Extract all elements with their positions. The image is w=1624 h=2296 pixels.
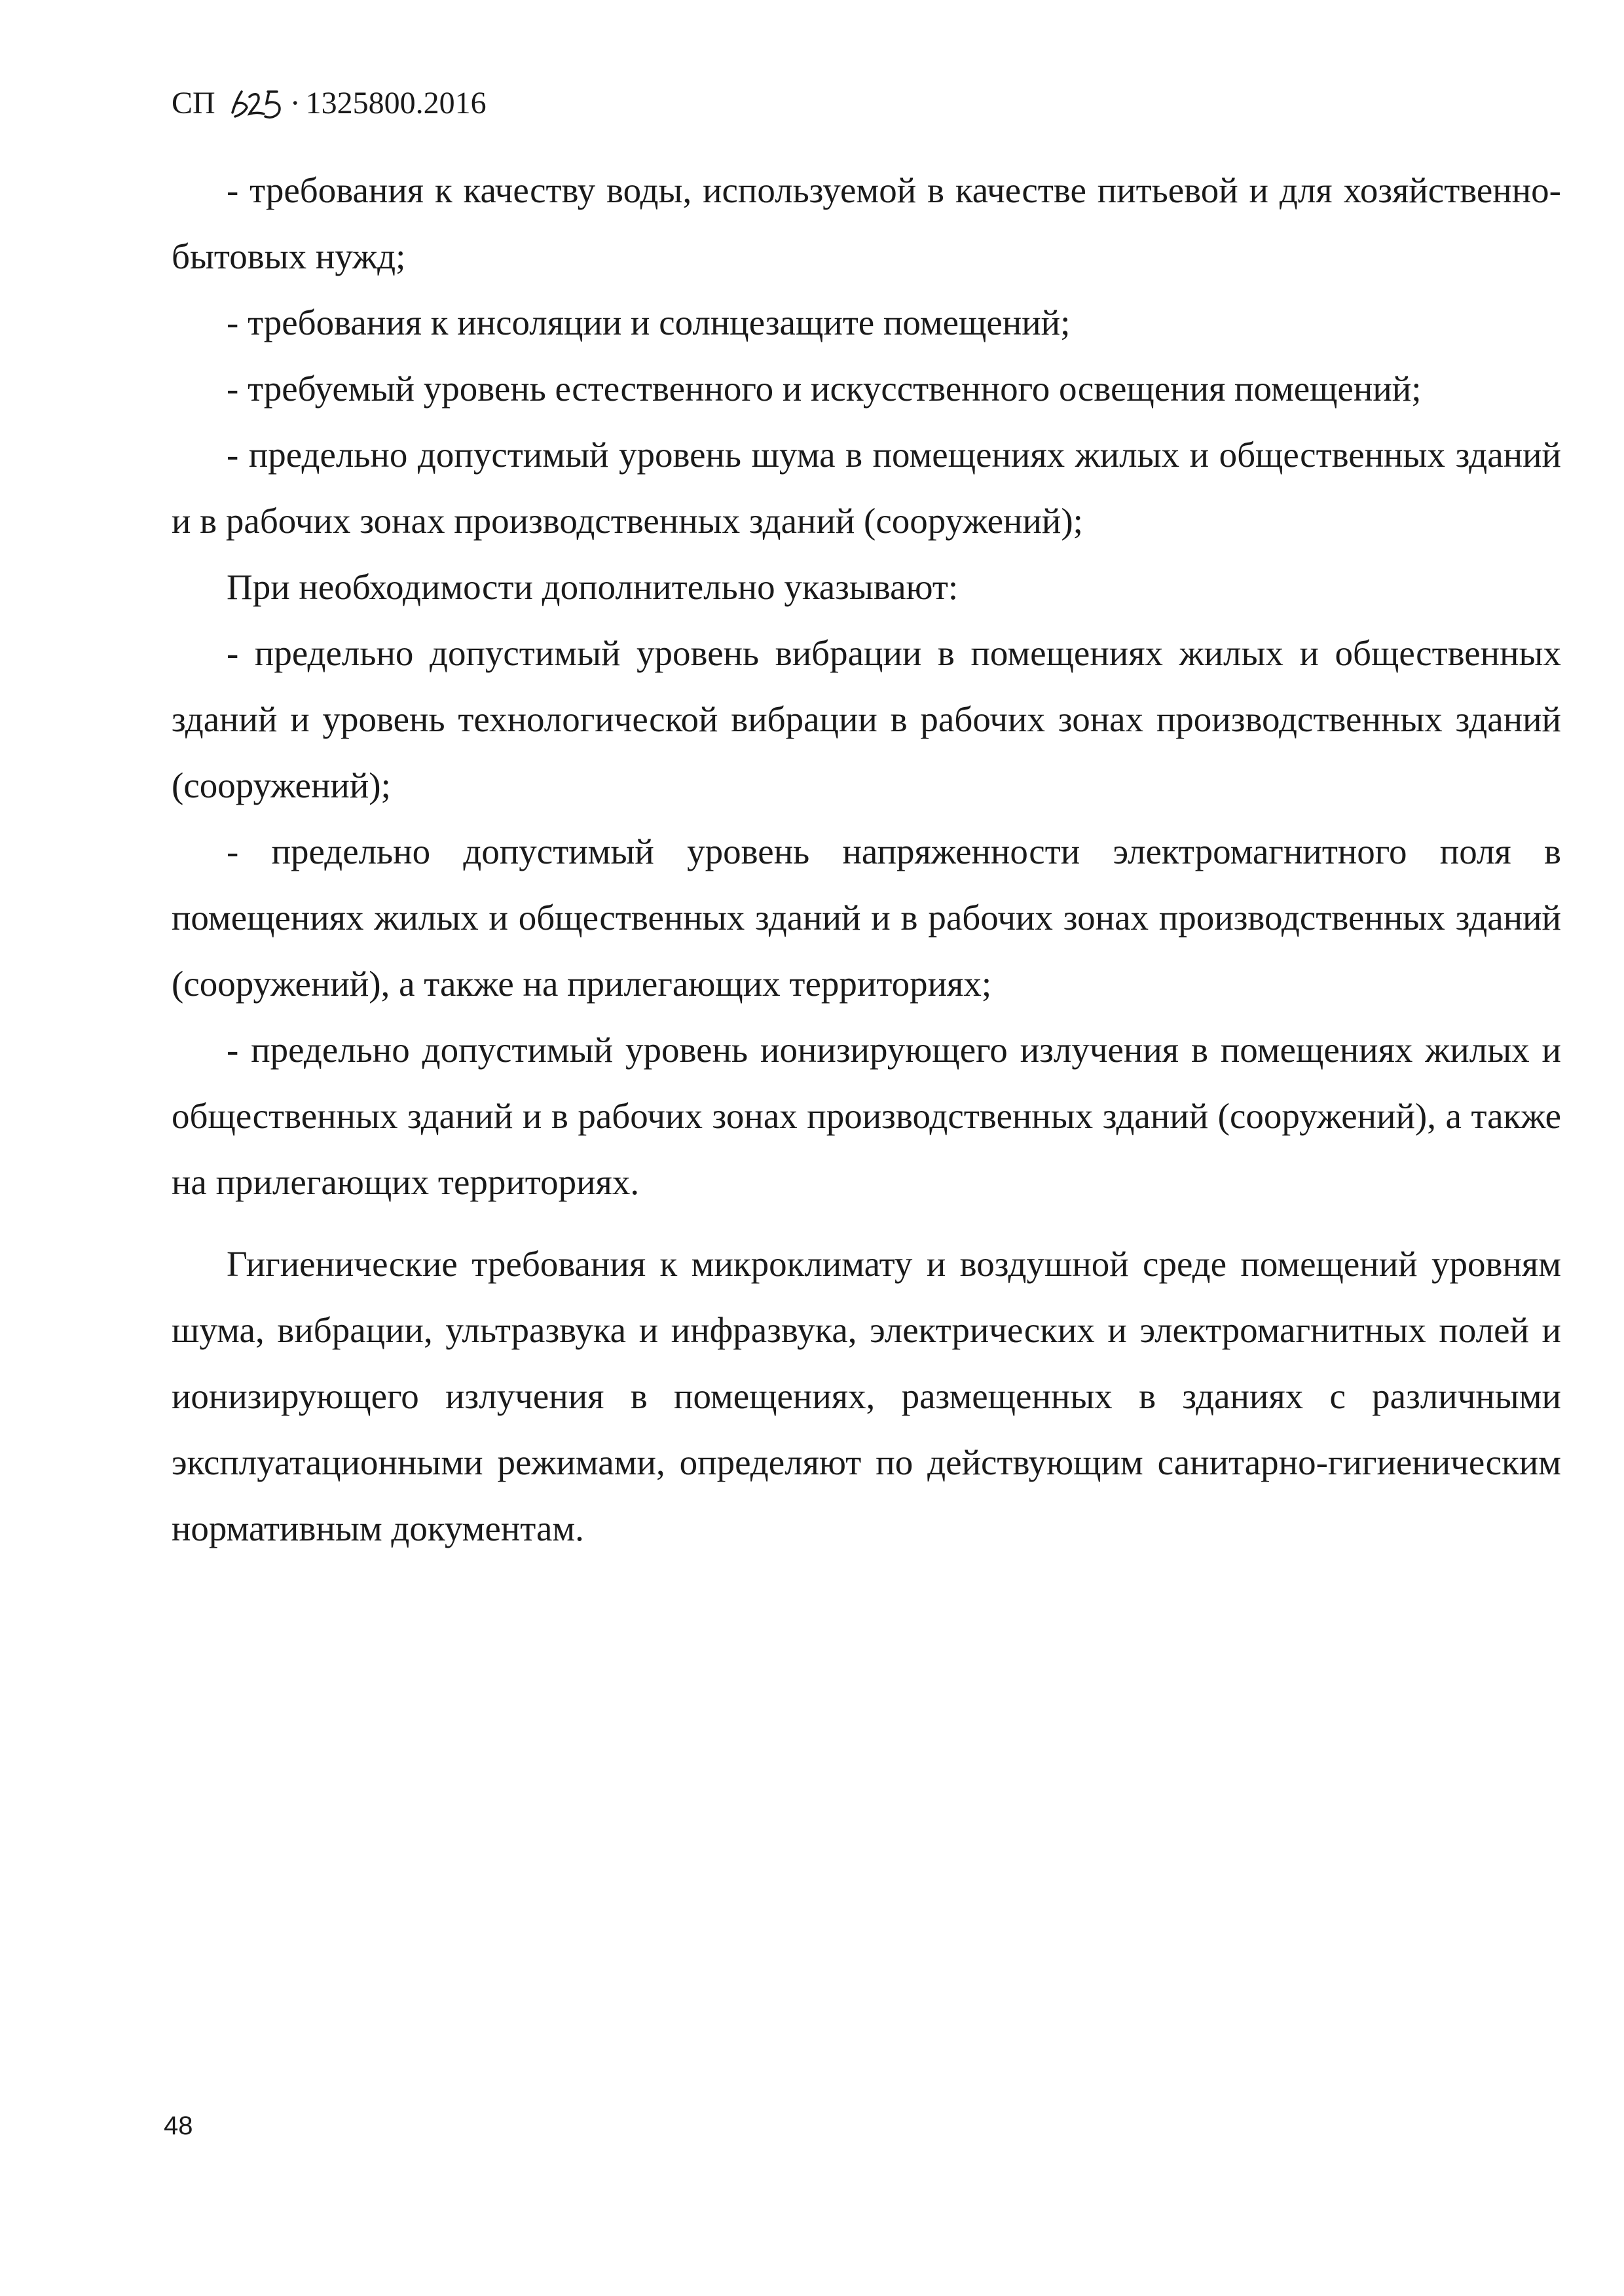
header-separator: ·: [289, 86, 301, 120]
paragraph-ionizing: - предельно допустимый уровень ионизирующего излучения в помещениях жилых и общественных зданий и в рабочих зонах производственных зданий (сооружений), а также на прилегающих территориях.: [172, 1030, 1561, 1202]
paragraph-vibration: - предельно допустимый уровень вибрации в помещениях жилых и общественных зданий и уровень технологической вибрации в рабочих зонах производственных зданий (сооружений);: [172, 633, 1561, 805]
paragraph-hygienic-requirements: Гигиенические требования к микроклимату и воздушной среде помещений уровням шума, вибрации, ультразвука и инфразвука, электрических и электромагнитных полей и ионизирующего излучения в помещениях, размещенных в зданиях с различными эксплуатационными режимами, определяют по действующим санитарно-гигиеническим нормативным документам.: [172, 1244, 1561, 1548]
standard-code: 1325800.2016: [305, 86, 487, 120]
paragraph-additional-intro: При необходимости дополнительно указывают:: [227, 567, 959, 607]
paragraph-electromagnetic: - предельно допустимый уровень напряженности электромагнитного поля в помещениях жилых и общественных зданий и в рабочих зонах производственных зданий (сооружений), а также на прилегающих территориях;: [172, 831, 1561, 1004]
document-body: [172, 157, 1561, 1561]
paragraph-insolation: - требования к инсоляции и солнцезащите помещений;: [227, 302, 1071, 342]
handwritten-number-icon: [227, 84, 286, 123]
standard-prefix: СП: [172, 86, 215, 120]
page-header: [172, 84, 487, 123]
paragraph-water-quality: - требования к качеству воды, используемой в качестве питьевой и для хозяйственно-бытовых нужд;: [172, 170, 1561, 276]
paragraph-noise: - предельно допустимый уровень шума в помещениях жилых и общественных зданий и в рабочих зонах производственных зданий (сооружений);: [172, 435, 1561, 541]
page-number: 48: [164, 2111, 193, 2140]
paragraph-lighting: - требуемый уровень естественного и искусственного освещения помещений;: [227, 369, 1422, 409]
